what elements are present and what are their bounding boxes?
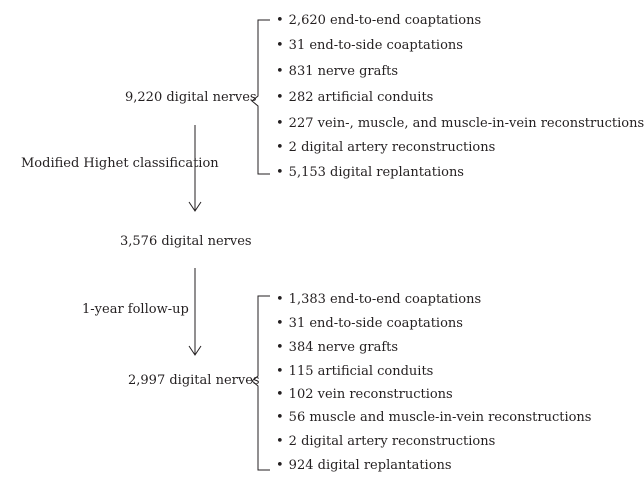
list-item: • 227 vein-, muscle, and muscle-in-vein reconstructions bbox=[276, 116, 644, 131]
bullet: • bbox=[276, 116, 284, 131]
bullet: • bbox=[276, 340, 284, 355]
bullet: • bbox=[276, 458, 284, 473]
list-item: • 2 digital artery reconstructions bbox=[276, 140, 496, 155]
start-nerve-count: 9,220 digital nerves bbox=[125, 90, 257, 105]
step-follow-up-label: 1-year follow-up bbox=[82, 302, 189, 317]
bullet: • bbox=[276, 316, 284, 331]
bullet: • bbox=[276, 165, 284, 180]
list-item: • 31 end-to-side coaptations bbox=[276, 38, 463, 53]
list-item: • 102 vein reconstructions bbox=[276, 387, 453, 402]
list-item: • 1,383 end-to-end coaptations bbox=[276, 292, 482, 307]
step-classification-label: Modified Highet classification bbox=[21, 156, 219, 171]
list-item: • 282 artificial conduits bbox=[276, 90, 434, 105]
list-item: • 115 artificial conduits bbox=[276, 364, 434, 379]
bullet: • bbox=[276, 90, 284, 105]
bullet: • bbox=[276, 292, 284, 307]
middle-nerve-count: 3,576 digital nerves bbox=[120, 234, 252, 249]
bullet: • bbox=[276, 364, 284, 379]
bullet: • bbox=[276, 387, 284, 402]
list-item: • 384 nerve grafts bbox=[276, 340, 399, 355]
list-item: • 924 digital replantations bbox=[276, 458, 452, 473]
end-nerve-count: 2,997 digital nerves bbox=[128, 373, 260, 388]
list-item: • 831 nerve grafts bbox=[276, 64, 399, 79]
list-item: • 31 end-to-side coaptations bbox=[276, 316, 463, 331]
bullet: • bbox=[276, 64, 284, 79]
bullet: • bbox=[276, 434, 284, 449]
list-item: • 5,153 digital replantations bbox=[276, 165, 464, 180]
bullet: • bbox=[276, 410, 284, 425]
list-item: • 2 digital artery reconstructions bbox=[276, 434, 496, 449]
bullet: • bbox=[276, 140, 284, 155]
list-item: • 2,620 end-to-end coaptations bbox=[276, 13, 482, 28]
bullet: • bbox=[276, 38, 284, 53]
list-item: • 56 muscle and muscle-in-vein reconstructions bbox=[276, 410, 592, 425]
arrow-down-icon bbox=[189, 268, 201, 355]
bullet: • bbox=[276, 13, 284, 28]
